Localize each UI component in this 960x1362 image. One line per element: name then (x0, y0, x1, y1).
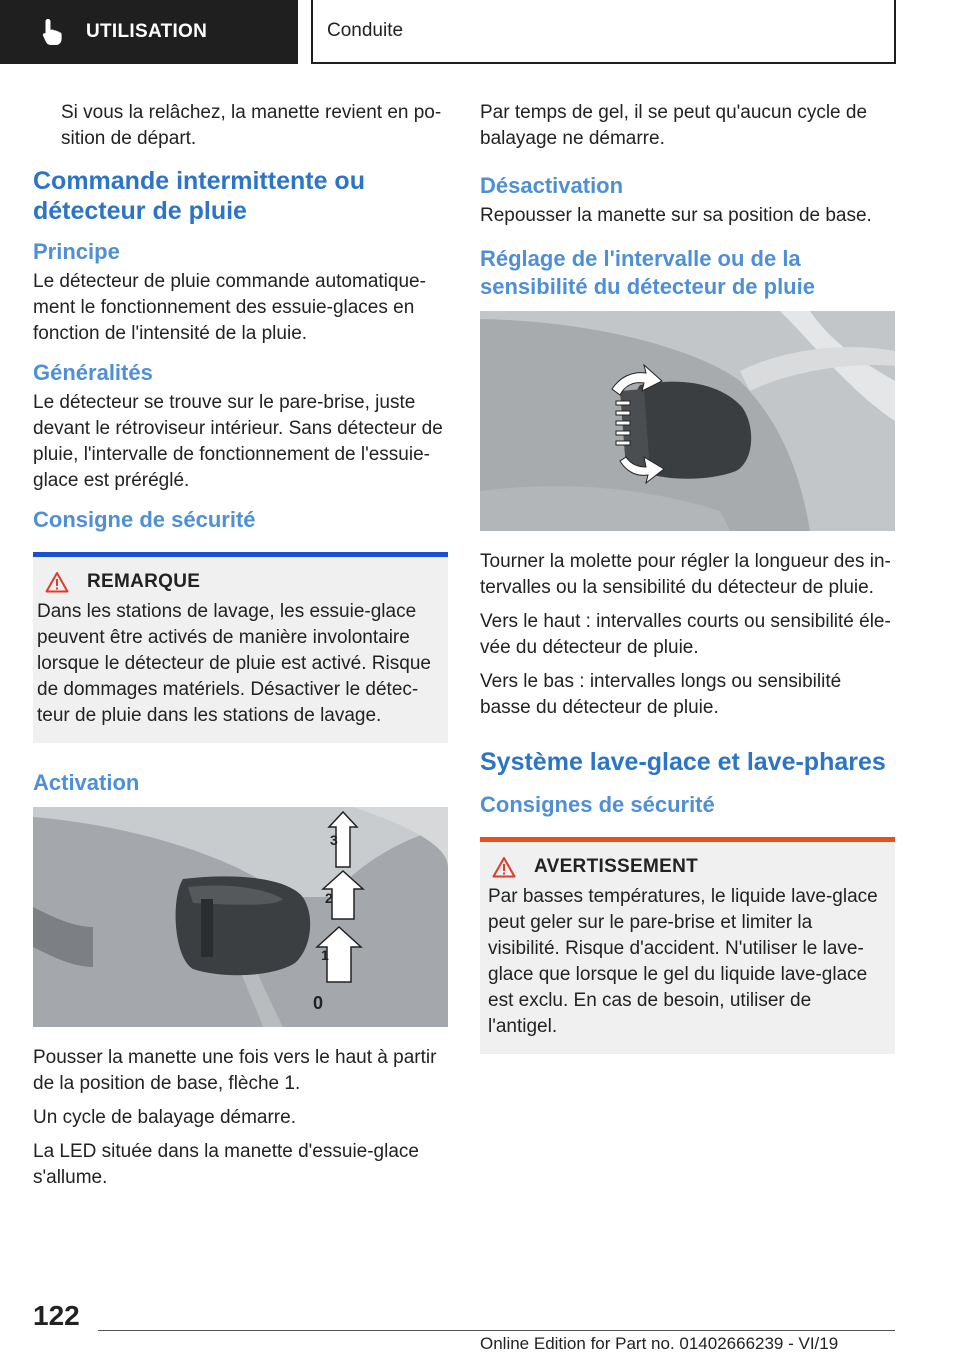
hand-pointer-icon (40, 17, 66, 47)
page-number: 122 (33, 1300, 80, 1331)
figure-label-1: 1 (321, 947, 329, 963)
warning-triangle-icon (45, 571, 69, 593)
desactivation-paragraph: Repousser la manette sur sa position de base. (480, 205, 872, 226)
figure-label-2: 2 (325, 890, 333, 906)
subheading-activation: Activation (33, 770, 140, 795)
rotary-wheel-illustration (480, 311, 895, 531)
intro-paragraph: Si vous la relâchez, la manette revient en position de départ. (61, 102, 442, 149)
activation-paragraph-3: La LED située dans la manette d'essuie-glace s'allume. (33, 1141, 419, 1188)
figure-stalk-activation (33, 807, 448, 1027)
footer-divider (98, 1330, 895, 1331)
subheading-principe: Principe (33, 239, 120, 264)
warning-box (480, 837, 895, 1054)
generalites-paragraph: Le détecteur se trouve sur le pare-brise, juste devant le rétroviseur intérieur. Sans détecteur de pluie, l'intervalle de fonctionnement de l'essuie-glace est préréglé. (33, 392, 443, 491)
subheading-consigne: Consigne de sécurité (33, 507, 256, 532)
warning-text: Par basses températures, le liquide lave-glace peut geler sur le pare-brise et limiter la visibilité. Risque d'accident. N'utiliser le lave-glace que lorsque le gel du liquide lave-glace est exclu. En cas de besoin, utiliser de l'antigel. (488, 886, 878, 1037)
figure-rotary-wheel (480, 311, 895, 531)
left-column (33, 100, 448, 1199)
warning-title: AVERTISSEMENT (534, 856, 699, 877)
reglage-paragraph-3: Vers le bas : intervalles longs ou sensibilité basse du détecteur de pluie. (480, 671, 842, 718)
edition-text: Online Edition for Part no. 01402666239 - VI/19 (480, 1334, 839, 1353)
header-section-label: UTILISATION (86, 21, 208, 42)
gel-paragraph: Par temps de gel, il se peut qu'aucun cycle de balayage ne démarre. (480, 102, 868, 149)
note-box (33, 552, 448, 743)
subheading-reglage: Réglage de l'intervalle ou de la sensibilité du détecteur de pluie (480, 246, 815, 299)
header-section-tab (0, 0, 298, 64)
figure-label-3: 3 (330, 832, 338, 848)
section-heading-lave-glace: Système lave-glace et lave-phares (480, 748, 886, 776)
section-heading-intermittent: Commande intermittente ou détecteur de pluie (33, 167, 365, 225)
header-chapter-tab (311, 0, 896, 64)
reglage-paragraph-1: Tourner la molette pour régler la longueur des intervalles ou la sensibilité du détecteur de pluie. (480, 551, 891, 598)
note-text: Dans les stations de lavage, les essuie-glace peuvent être activés de manière involontaire lorsque le détecteur de pluie est activé. Risque de dommages matériels. Désactiver le détecteur de pluie dans les stations de lavage. (37, 601, 431, 726)
note-title: REMARQUE (87, 571, 201, 592)
subheading-desactivation: Désactivation (480, 173, 624, 198)
activation-paragraph-1: Pousser la manette une fois vers le haut à partir de la position de base, flèche 1. (33, 1047, 437, 1094)
subheading-generalites: Généralités (33, 360, 153, 385)
right-column (480, 100, 895, 1080)
warning-triangle-icon (492, 856, 516, 878)
subheading-consignes: Consignes de sécurité (480, 792, 715, 817)
figure-label-0: 0 (313, 993, 324, 1013)
header-chapter-label: Conduite (327, 20, 404, 41)
stalk-activation-illustration (33, 807, 448, 1027)
principe-paragraph: Le détecteur de pluie commande automatiquement le fonctionnement des essuie-glaces en fonction de l'intensité de la pluie. (33, 271, 426, 344)
reglage-paragraph-2: Vers le haut : intervalles courts ou sensibilité élevée du détecteur de pluie. (480, 611, 891, 658)
activation-paragraph-2: Un cycle de balayage démarre. (33, 1107, 296, 1128)
